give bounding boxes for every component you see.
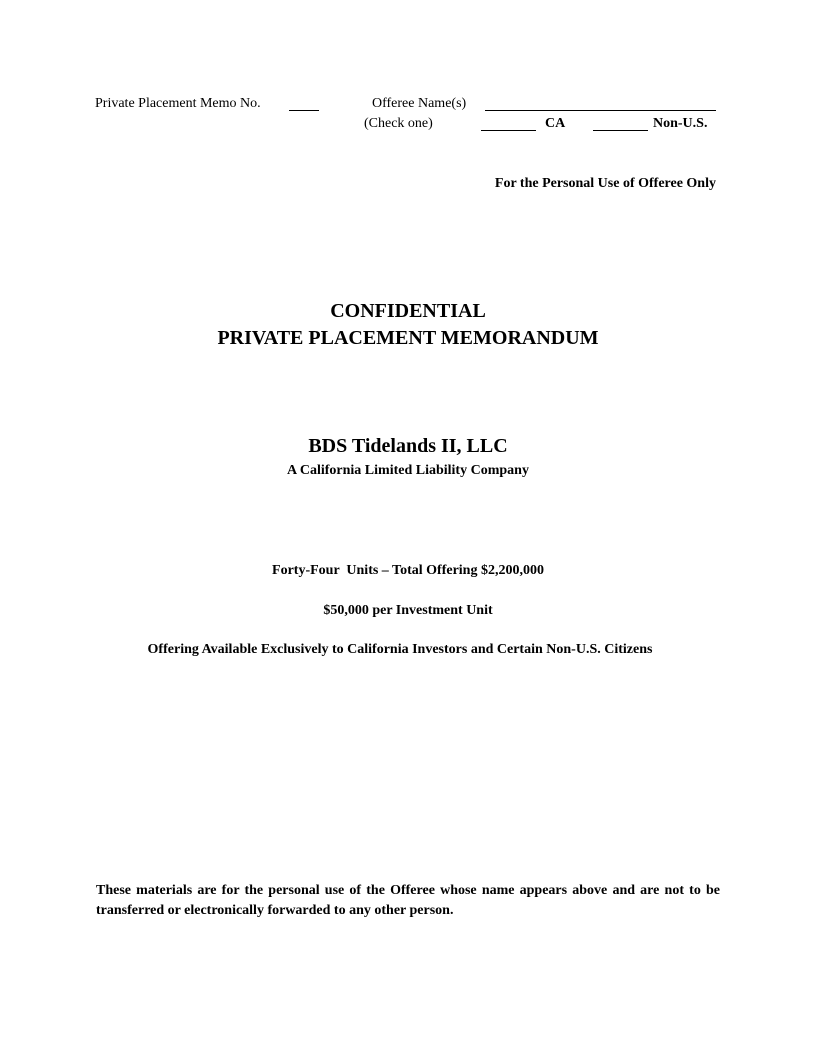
offeree-name-label: Offeree Name(s) [372, 96, 467, 111]
non-us-check-blank[interactable] [593, 130, 648, 131]
memo-number-label: Private Placement Memo No. [95, 96, 261, 111]
ca-check-blank[interactable] [481, 130, 536, 131]
ca-option-label: CA [545, 116, 566, 131]
company-type: A California Limited Liability Company [287, 463, 529, 478]
memo-number-blank[interactable] [289, 110, 319, 111]
offeree-name-blank[interactable] [485, 110, 716, 111]
personal-use-notice: For the Personal Use of Offeree Only [494, 176, 716, 191]
document-title-confidential: CONFIDENTIAL [330, 300, 486, 322]
document-title-memorandum: PRIVATE PLACEMENT MEMORANDUM [217, 327, 599, 349]
unit-price: $50,000 per Investment Unit [323, 603, 493, 618]
non-us-option-label: Non-U.S. [653, 116, 708, 131]
offering-availability: Offering Available Exclusively to California Investors and Certain Non-U.S. Citizens [147, 642, 653, 657]
offering-summary: Forty-Four Units – Total Offering $2,200,000 [272, 563, 544, 578]
check-one-label: (Check one) [364, 116, 433, 131]
company-name: BDS Tidelands II, LLC [308, 435, 508, 457]
transfer-restriction-notice: These materials are for the personal use of the Offeree whose name appears above and are not to be transferred or electronically forwarded to any other person. [96, 883, 720, 918]
